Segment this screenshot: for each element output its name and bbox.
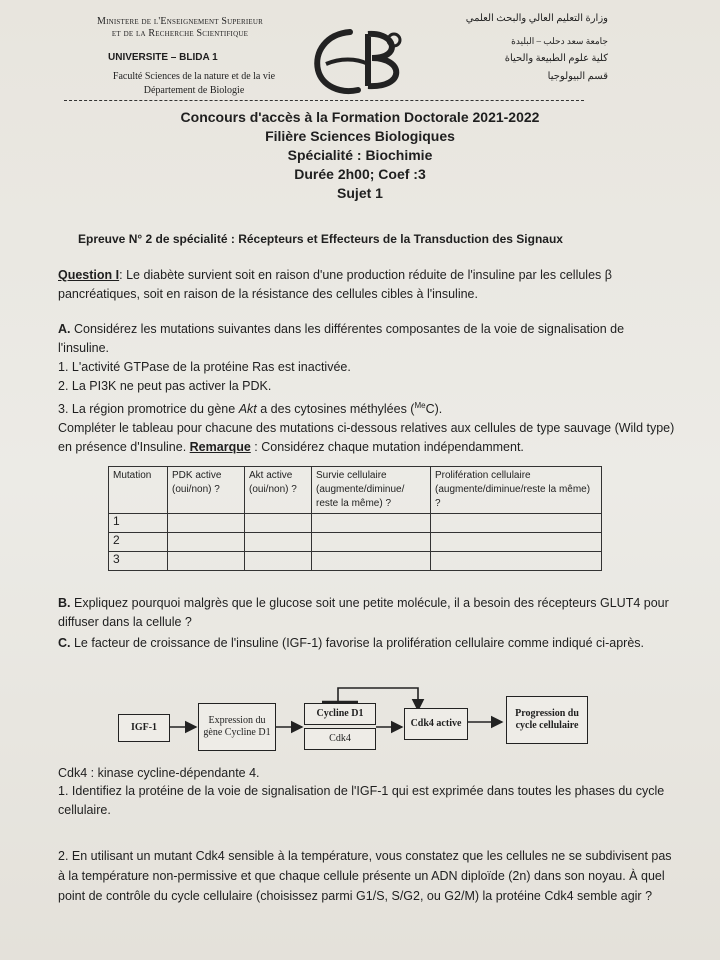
col-akt: Akt active (oui/non) ?: [245, 467, 312, 514]
mutation-3: 3. La région promotrice du gène Akt a des cytosines méthylées ($^{Me}$C).: [58, 401, 443, 417]
exam-filiere: Filière Sciences Biologiques: [265, 128, 455, 144]
mutation-table: [108, 466, 602, 571]
cdk4-active-box: Cdk4 active: [404, 708, 468, 740]
question-c1: 1. Identifiez la protéine de la voie de signalisation de l'IGF-1 qui est exprimée dans toutes les phases du cycle cellulaire.: [58, 784, 665, 817]
university-ar: جامعة سعد دحلب – البليدة: [511, 36, 608, 46]
col-proliferation: Prolifération cellulaire (augmente/diminue/reste la même) ?: [431, 467, 602, 514]
expression-box: Expression du gène Cycline D1: [198, 703, 276, 751]
igf1-box: IGF-1: [118, 714, 170, 742]
ministry-line-2: et de la Recherche Scientifique: [111, 28, 249, 39]
cdk4-box: Cdk4: [304, 728, 376, 750]
ministry-ar: وزارة التعليم العالي والبحث العلمي: [465, 13, 608, 24]
table-row[interactable]: 3: [109, 552, 602, 571]
col-pdk: PDK active (oui/non) ?: [168, 467, 245, 514]
completer-instruction: Compléter le tableau pour chacune des mutations ci-dessous relatives aux cellules de type sauvage (Wild type) en présence d'Insuline. Remarque : Considérez chaque mutation indépendamment.: [58, 421, 675, 455]
question-1-text: : Le diabète survient soit en raison d'une production réduite de l'insuline par les cellules β pancréatiques, soit en raison de la résistance des cellules cibles à l'insuline.: [58, 268, 612, 301]
progression-box: Progression du cycle cellulaire: [506, 696, 588, 744]
epreuve-heading: Epreuve N° 2 de spécialité : Récepteurs et Effecteurs de la Transduction des Signaux: [78, 232, 563, 246]
faculty-block: [78, 70, 310, 98]
table-header-row: [109, 467, 602, 514]
department-name: Département de Biologie: [143, 85, 245, 96]
cycline-d1-box: Cycline D1: [304, 703, 376, 725]
university-logo: [306, 24, 424, 98]
exam-sujet: Sujet 1: [337, 185, 383, 201]
exam-title: Concours d'accès à la Formation Doctorale 2021-2022: [180, 109, 540, 125]
university-name: UNIVERSITE – BLIDA 1: [108, 52, 218, 63]
faculty-ar: كلية علوم الطبيعة والحياة: [504, 53, 608, 64]
header-separator: [64, 100, 584, 101]
department-ar: قسم البيولوجيا: [547, 71, 608, 82]
cdk4-definition: Cdk4 : kinase cycline-dépendante 4.: [58, 766, 260, 780]
mutation-2: 2. La PI3K ne peut pas activer la PDK.: [58, 379, 272, 393]
question-a-text: Considérez les mutations suivantes dans les différentes composantes de la voie de signalisation de l'insuline.: [58, 322, 625, 355]
question-1-label: Question I: [58, 268, 120, 282]
faculty-name: Faculté Sciences de la nature et de la vie: [112, 71, 276, 82]
col-mutation: Mutation: [109, 467, 168, 514]
question-a-label: A.: [58, 322, 71, 336]
exam-specialite: Spécialité : Biochimie: [287, 147, 433, 163]
question-b: B. Expliquez pourquoi malgrès que le glucose soit une petite molécule, il a besoin des récepteurs GLUT4 pour diffuser dans la cellule ?: [58, 596, 669, 629]
question-1-intro: [58, 266, 678, 304]
col-survie: Survie cellulaire (augmente/diminue/ reste la même) ?: [312, 467, 431, 514]
exam-title-block: [80, 108, 640, 203]
question-a-block: [58, 320, 678, 457]
exam-duree: Durée 2h00; Coef :3: [294, 166, 426, 182]
table-row[interactable]: 1: [109, 514, 602, 533]
question-c2: 2. En utilisant un mutant Cdk4 sensible à la température, vous constatez que les cellules ne se subdivisent pas à la température non-permissive et que chaque cellule présente un ADN diploïde (2n) dans son noyau. À quel point de contrôle du cycle cellulaire (choisissez parmi G1/S, S/G2, ou G2/M) la protéine Cdk4 semble agir ?: [58, 849, 672, 903]
mutation-1: 1. L'activité GTPase de la protéine Ras est inactivée.: [58, 360, 351, 374]
ministry-line-1: Ministere de l'Enseignement Superieur: [97, 16, 263, 27]
table-row[interactable]: 2: [109, 533, 602, 552]
ministry-header-fr: [60, 16, 300, 40]
question-c: C. Le facteur de croissance de l'insuline (IGF-1) favorise la prolifération cellulaire comme indiqué ci-après.: [58, 636, 644, 650]
